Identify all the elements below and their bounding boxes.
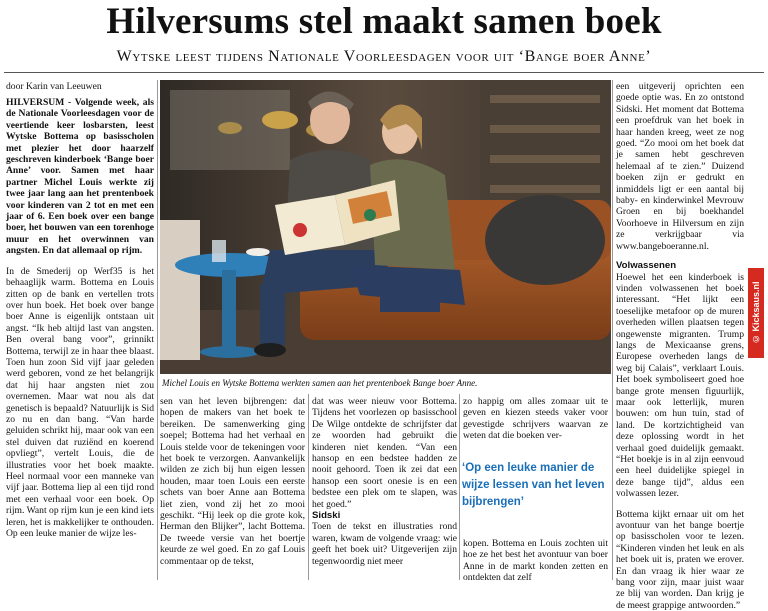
column-divider <box>612 80 613 580</box>
byline: door Karin van Leeuwen <box>6 81 102 92</box>
article-column-1 <box>6 97 154 582</box>
column-divider <box>157 80 158 580</box>
body-paragraph: dat was weer nieuw voor Bottema. Tijdens het voorlezen op basisschool De Wilge ontdekte de schrijfster dat ze woorden had gebruikt die kinderen niet kenden. “Van een hansop en een bedstee hadden ze nooit gehoord. Toen ik zei dat een hansop een soort onesie is en een bedstee een plek om te slapen, was het goed.” <box>312 396 457 510</box>
body-paragraph: een uitgeverij oprichten een goede optie was. En zo ontstond Sidski. Het moment dat Bottema een proefdruk van het boek in haar handen kreeg, weet ze nog goed. “Zo mooi om het boek dat je samen hebt geschreven helemaal af te zien.” Duizend boeken zijn er gedrukt en inmiddels ligt er een aantal bij baby- en kinderwinkel Mevrouw Groen en bij boekhandel Voorhoeve in Hilversum en zijn ze verkrijgbaar via www.bangeboeranne.nl. <box>616 81 744 252</box>
subheadline: Wytske leest tijdens Nationale Voorleesdagen voor uit ‘Bange boer Anne’ <box>116 48 652 65</box>
body-paragraph: Hoewel het een kinderboek is vinden volwassenen het boek interessant. “Het lijkt een toeselijke metafoor op de muren overheden willen plaatsen tegen ongewenste migranten. Trump langs de Mexicaanse grens, Europese overheden langs de weg bij Calais”, verklaart Louis. Het boek symboliseert goed hoe bange grote mensen figuurlijk, maar ook letterlijk, muren bouwen: om hun tuin, stad of land. De kortzichtigheid van deze oplossing wordt in het verhaal goed duidelijk gemaakt. “Het boekje is in al zijn eenvoud een heel duidelijke spiegel in deze bange tijd”, aldus een volwassen lezer. <box>616 271 744 500</box>
column-divider <box>308 394 309 580</box>
body-paragraph: Bottema kijkt ernaar uit om het avontuur van het bange boertje op basisscholen voor te lezen. “Kinderen vinden het leuk en als het boek uit is, praten we erover. En dan vraag ik hier waar ze bang voor zijn, maar juist waar ze blij van worden. Dan krijg je de meest grappige antwoorden.” <box>616 508 744 611</box>
article-column-5 <box>616 81 744 611</box>
body-paragraph: In de Smederij op Werf35 is het behaaglijk warm. Bottema en Louis zitten op de bank en vertellen trots over hun boek. Het boek over bange boer Anne is eigenlijk ontstaan uit angst. “Ik heb altijd last van angsten. Ben overal bang voor”, grinnikt Bottema, terwijl ze in haar thee blaast. Toen hun zoon Sid vijf jaar geleden werd geboren, vond ze het belangrijk dat hij haar angsten niet zou overnemen. Maar wat nou als dat genetisch is bepaald? Natuurlijk is Sid zo nu en dan bang. “Van harde geluiden schrikt hij, maar ook van een stel duiven dat ruziënd en koerend opvliegt”, vertelt Louis, die de illustraties voor het boek maakte. Heel normaal voor een manneke van vijf jaar. Bottema liep al een tijd rond met een verhaal voor een boek. Op rijm. Want op rijm kun je een kind iets leren, het is makkelijker te onthouden. Op een leuke manier de wijze les- <box>6 265 154 540</box>
pull-quote: ‘Op een leuke manier de wijze lessen van het leven bijbrengen’ <box>462 462 605 508</box>
body-paragraph: sen van het leven bijbrengen: dat hopen de makers van het boek te bereiken. De samenwerking ging soepel; Bottema had het verhaal en Louis stelde voor de tekeningen voor het boek te verzorgen. Aanvankelijk wilden ze zich bij hun eigen lessen houden, maar toen Louis een eerste schets van boer Anne aan Bottema liet zien, vond zij het zo mooi geschikt. “Hij leek op die grote kok, Herman den Blijker”, lacht Bottema. De tweede versie van het boertje keurde ze wel goed. En zo gaf Louis commentaar op de tekst, <box>160 396 305 567</box>
body-paragraph: Toen de tekst en illustraties rond waren, kwam de volgende vraag: wie geeft het boek uit? Uitgeverijen zijn tegenwoordig niet meer <box>312 521 457 567</box>
body-paragraph: zo happig om alles zomaar uit te geven en kiezen steeds vaker voor gevestigde schrijvers waarvan ze weten dat die boeken ver- <box>463 396 608 442</box>
section-subtitle: Sidski <box>312 510 341 522</box>
lead-dateline: HILVERSUM <box>6 97 65 108</box>
column-divider <box>459 394 460 580</box>
watermark: © Kicksaus.nl <box>748 268 764 358</box>
article-photo <box>160 80 611 374</box>
body-paragraph: kopen. Bottema en Louis zochten uit hoe ze het best het avontuur van boer Anne in de markt konden zetten en ontdekten dat zelf <box>463 538 608 584</box>
article-column-4 <box>463 396 608 456</box>
lead-paragraph: - Volgende week, als de Nationale Voorleesdagen voor de veertiende keer losbarsten, leest Wytske Bottema op basisscholen met plezier het door haarzelf geschreven kinderboek ‘Bange boer Anne’ voor. Samen met haar partner Michel Louis werkte zij twee jaar lang aan het prentenboek voor kinderen van 2 tot en met een jaar of 6. Een boek over een bange boer, het bouwen van een torenhoge muur en het overwinnen van angsten. En dat allemaal op rijm. <box>6 97 154 257</box>
article-column-4b <box>463 538 608 582</box>
headline: Hilversums stel maakt samen boek <box>106 1 662 42</box>
photo-illustration <box>160 80 611 374</box>
photo-caption: Michel Louis en Wytske Bottema werkten samen aan het prentenboek Bange boer Anne. <box>162 378 478 388</box>
article-column-2 <box>160 396 305 582</box>
header-rule <box>4 72 764 73</box>
article-column-3 <box>312 396 457 582</box>
section-subtitle: Volwassenen <box>616 260 677 272</box>
